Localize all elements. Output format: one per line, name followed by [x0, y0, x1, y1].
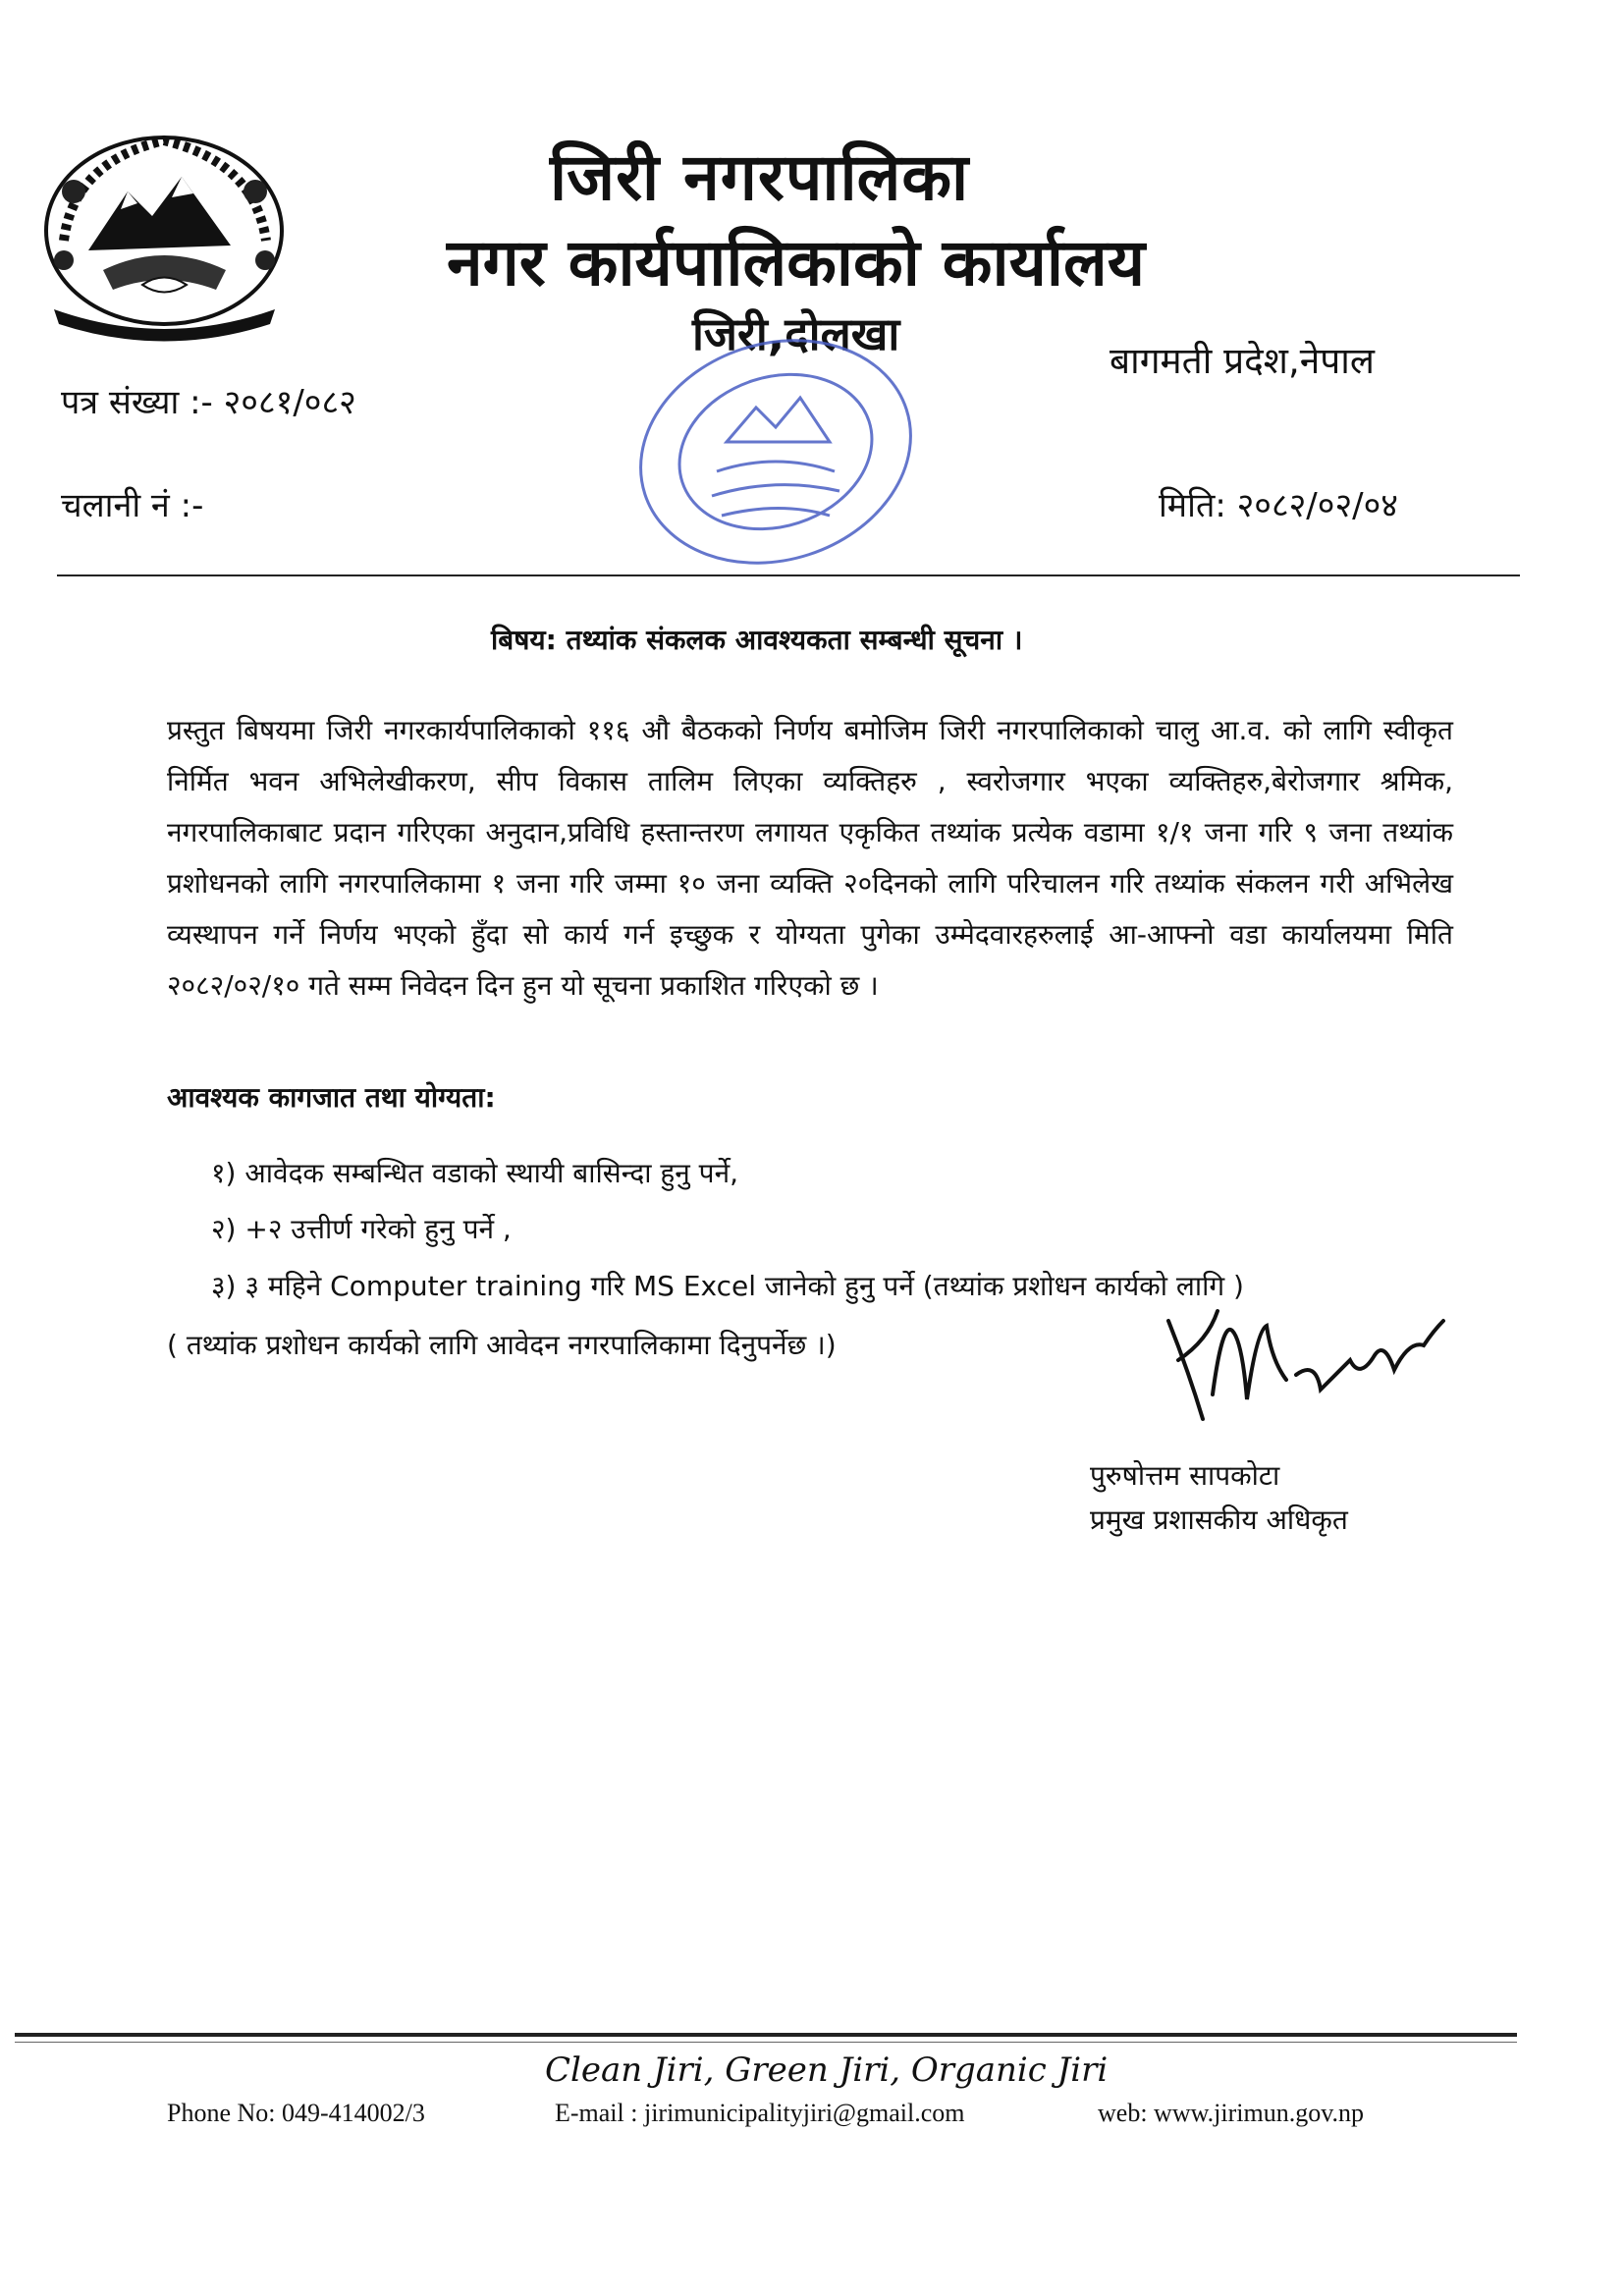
requirement-item: २) +२ उत्तीर्ण गरेको हुनु पर्ने ,	[211, 1213, 512, 1245]
requirements-note: ( तथ्यांक प्रशोधन कार्यको लागि आवेदन नगरपालिकामा दिनुपर्नेछ ।)	[167, 1329, 837, 1361]
letter-date: मिति: २०८२/०२/०४	[1159, 486, 1398, 525]
footer-web: web: www.jirimun.gov.np	[1098, 2099, 1365, 2127]
requirements-heading: आवश्यक कागजात तथा योग्यता:	[167, 1081, 496, 1114]
office-name: जिरी नगरपालिका	[550, 139, 970, 215]
notice-subject: बिषय: तथ्यांक संकलक आवश्यकता सम्बन्धी सूचना ।	[491, 624, 1023, 656]
handwritten-signature-icon	[1149, 1301, 1473, 1439]
notice-body: प्रस्तुत बिषयमा जिरी नगरकार्यपालिकाको ११६ औ बैठकको निर्णय बमोजिम जिरी नगरपालिकाको चालु आ.व. को लागि स्वीकृत निर्मित भवन अभिलेखीकरण, सीप विकास तालिम लिएका व्यक्तिहरु , स्वरोजगार भएका व्यक्तिहरु,बेरोजगार श्रमिक, नगरपालिकाबाट प्रदान गरिएका अनुदान,प्रविधि हस्तान्तरण लगायत एकृकित तथ्यांक प्रत्येक वडामा १/१ जना गरि ९ जना तथ्यांक प्रशोधनको लागि नगरपालिकामा १ जना गरि जम्मा १० जना व्यक्ति २०दिनको लागि परिचालन गरि तथ्यांक संकलन गरी अभिलेख व्यस्थापन गर्ने निर्णय भएको हुँदा सो कार्य गर्न इच्छुक र योग्यता पुगेका उम्मेदवारहरुलाई आ-आफ्नो वडा कार्यालयमा मिति २०८२/०२/१० गते सम्म निवेदन दिन हुन यो सूचना प्रकाशित गरिएको छ ।	[167, 714, 1453, 1002]
dispatch-number: चलानी नं :-	[61, 486, 204, 525]
signatory-title: प्रमुख प्रशासकीय अधिकृत	[1090, 1503, 1348, 1536]
requirement-item: १) आवेदक सम्बन्धित वडाको स्थायी बासिन्दा हुनु पर्ने,	[211, 1157, 739, 1189]
letter-number: पत्र संख्या :- २०८१/०८२	[61, 383, 356, 422]
footer-email: E-mail : jirimunicipalityjiri@gmail.com	[555, 2099, 965, 2127]
signatory-name: पुरुषोत्तम सापकोटा	[1090, 1459, 1280, 1492]
footer-divider-thin	[15, 2042, 1517, 2043]
province-label: बागमती प्रदेश,नेपाल	[1110, 340, 1375, 382]
header-divider	[57, 574, 1520, 576]
footer-phone: Phone No: 049-414002/3	[167, 2099, 425, 2127]
nepal-emblem-icon	[34, 123, 295, 349]
requirement-item: ३) ३ महिने Computer training गरि MS Excel जानेको हुनु पर्ने (तथ्यांक प्रशोधन कार्यको लागि )	[211, 1270, 1244, 1302]
office-location: जिरी,दोलखा	[692, 307, 900, 360]
office-stamp-icon	[619, 324, 933, 579]
office-subtitle: नगर कार्यपालिकाको कार्यालय	[447, 225, 1145, 301]
footer-divider	[15, 2033, 1517, 2037]
footer-slogan: Clean Jiri, Green Jiri, Organic Jiri	[545, 2050, 1109, 2090]
